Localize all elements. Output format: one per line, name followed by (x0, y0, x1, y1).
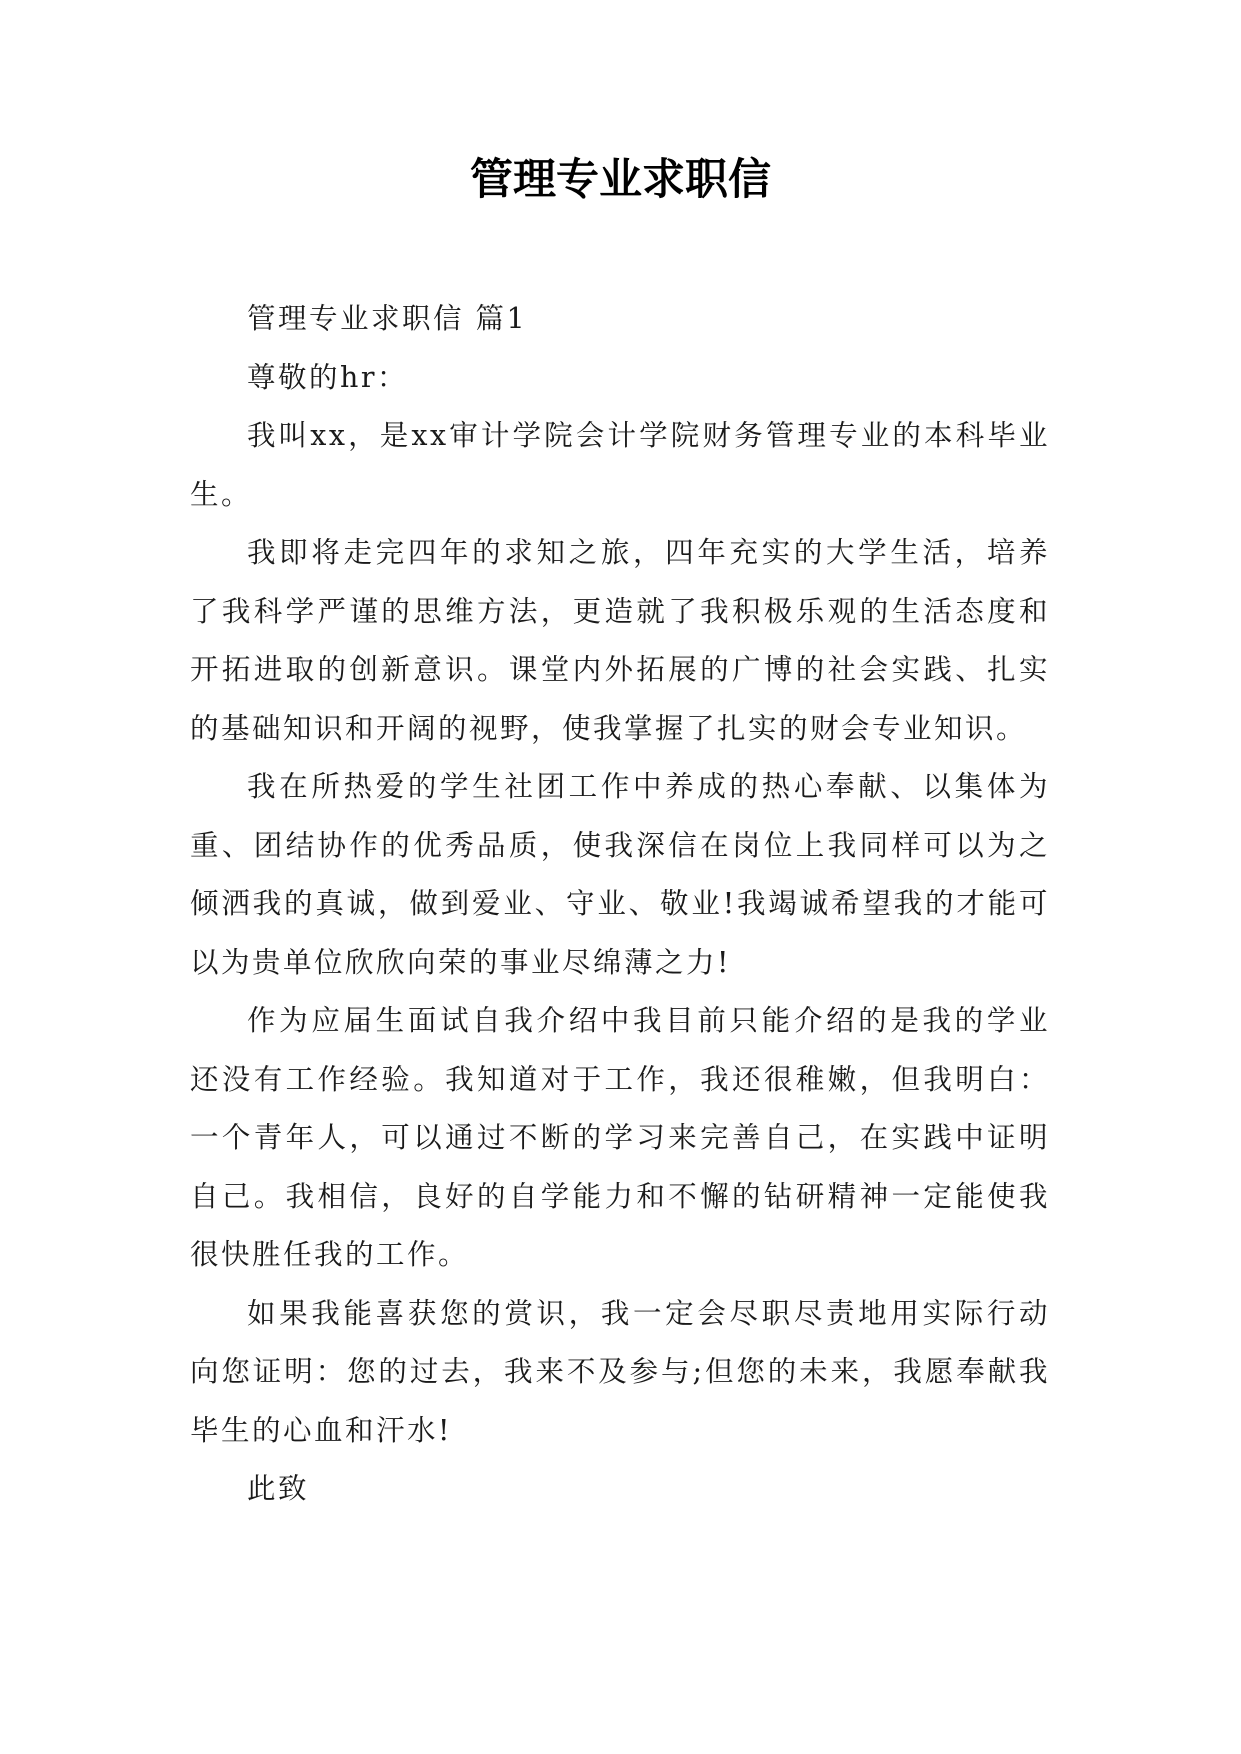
paragraph-education: 我即将走完四年的求知之旅，四年充实的大学生活，培养了我科学严谨的思维方法，更造就了我积极乐观的生活态度和开拓进取的创新意识。课堂内外拓展的广博的社会实践、扎实的基础知识和开阔的视野，使我掌握了扎实的财会专业知识。 (190, 536, 1050, 745)
document-title: 管理专业求职信 (470, 155, 771, 205)
paragraph-commitment: 如果我能喜获您的赏识，我一定会尽职尽责地用实际行动向您证明：您的过去，我来不及参与;但您的未来，我愿奉献我毕生的心血和汗水! (190, 1296, 1050, 1447)
paragraph-experience: 作为应届生面试自我介绍中我目前只能介绍的是我的学业还没有工作经验。我知道对于工作，我还很稚嫩，但我明白：一个青年人，可以通过不断的学习来完善自己，在实践中证明自己。我相信，良好的自学能力和不懈的钻研精神一定能使我很快胜任我的工作。 (190, 1004, 1050, 1271)
paragraph-intro: 我叫xx，是xx审计学院会计学院财务管理专业的本科毕业生。 (190, 419, 1050, 511)
paragraph-activities: 我在所热爱的学生社团工作中养成的热心奉献、以集体为重、团结协作的优秀品质，使我深信在岗位上我同样可以为之倾洒我的真诚，做到爱业、守业、敬业!我竭诚希望我的才能可以为贵单位欣欣向荣的事业尽绵薄之力! (190, 770, 1050, 979)
salutation: 尊敬的hr： (247, 360, 408, 394)
section-heading: 管理专业求职信 篇1 (247, 302, 528, 335)
closing: 此致 (247, 1472, 310, 1505)
document-body (190, 290, 1050, 1519)
